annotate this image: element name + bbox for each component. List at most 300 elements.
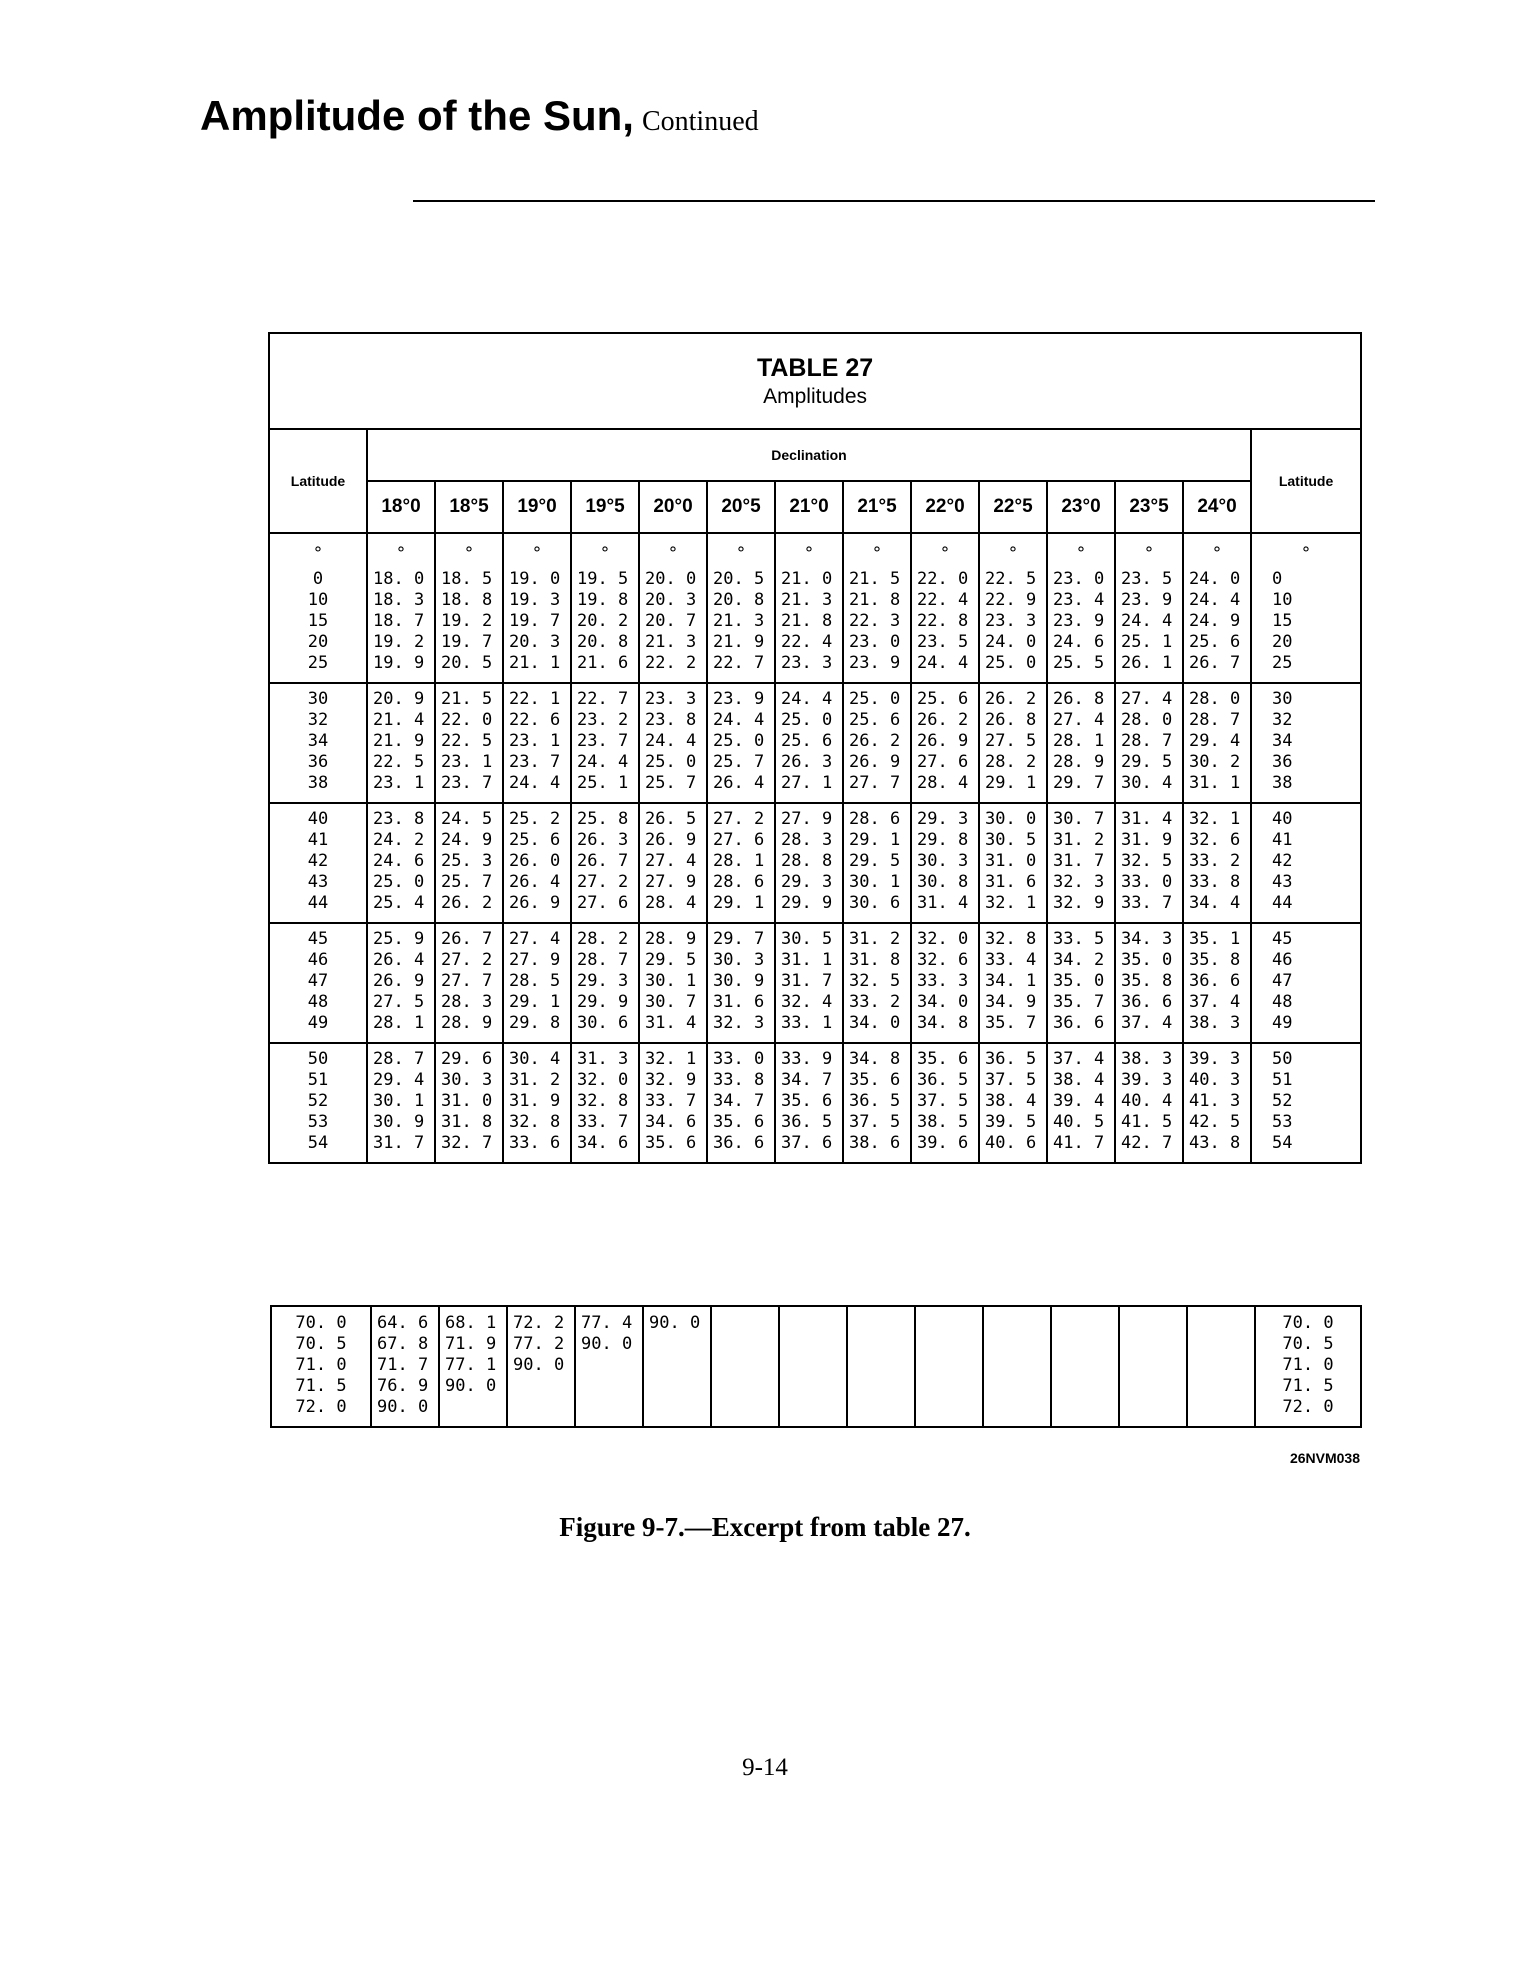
amplitude-cell: 33. 7 xyxy=(1115,893,1183,923)
amplitude-cell: 29. 8 xyxy=(911,830,979,851)
amplitude-cell: 37. 5 xyxy=(843,1112,911,1133)
amplitude-cell: 25. 0 xyxy=(707,731,775,752)
amplitude-cell: 32. 4 xyxy=(775,992,843,1013)
amplitude-cell: 26. 2 xyxy=(979,683,1047,710)
amplitude-cell: 25. 7 xyxy=(707,752,775,773)
amplitude-cell xyxy=(711,1355,779,1376)
amplitude-cell: 20. 5 xyxy=(707,564,775,590)
amplitude-cell: 22. 4 xyxy=(911,590,979,611)
amplitude-cell: 31. 6 xyxy=(707,992,775,1013)
latitude-cell: 20 xyxy=(269,632,367,653)
degree-symbol: ° xyxy=(1251,533,1361,564)
figure-code: 26NVM038 xyxy=(1289,1450,1360,1466)
amplitude-cell xyxy=(1187,1397,1255,1427)
amplitude-cell: 28. 2 xyxy=(979,752,1047,773)
amplitude-cell: 30. 6 xyxy=(843,893,911,923)
amplitude-cell: 27. 6 xyxy=(571,893,639,923)
excerpt-table xyxy=(270,1305,1362,1428)
amplitude-cell: 36. 5 xyxy=(979,1043,1047,1070)
declination-column-header: 24°0 xyxy=(1183,481,1251,533)
amplitude-cell: 29. 5 xyxy=(843,851,911,872)
degree-symbol: ° xyxy=(979,533,1047,564)
table-row xyxy=(269,1013,1361,1043)
amplitude-cell xyxy=(779,1334,847,1355)
amplitude-cell: 32. 9 xyxy=(639,1070,707,1091)
page-title-continued: Continued xyxy=(641,106,759,137)
amplitude-cell: 26. 9 xyxy=(503,893,571,923)
declination-column-header: 21°5 xyxy=(843,481,911,533)
amplitude-cell: 23. 3 xyxy=(979,611,1047,632)
amplitude-cell: 25. 0 xyxy=(979,653,1047,683)
amplitude-cell: 40. 4 xyxy=(1115,1091,1183,1112)
amplitude-cell: 22. 0 xyxy=(435,710,503,731)
amplitude-cell: 29. 1 xyxy=(707,893,775,923)
latitude-cell: 42 xyxy=(269,851,367,872)
amplitude-cell: 31. 7 xyxy=(775,971,843,992)
amplitude-cell: 34. 7 xyxy=(707,1091,775,1112)
amplitude-cell: 34. 4 xyxy=(1183,893,1251,923)
amplitude-cell xyxy=(779,1376,847,1397)
amplitude-cell: 26. 4 xyxy=(503,872,571,893)
latitude-cell: 53 xyxy=(1251,1112,1361,1133)
amplitude-cell xyxy=(575,1355,643,1376)
amplitude-cell: 28. 3 xyxy=(775,830,843,851)
latitude-cell: 34 xyxy=(1251,731,1361,752)
amplitude-cell: 29. 9 xyxy=(571,992,639,1013)
table-row xyxy=(271,1355,1361,1376)
page-number: 9-14 xyxy=(742,1754,788,1781)
latitude-cell: 72. 0 xyxy=(1255,1397,1361,1427)
latitude-cell: 71. 0 xyxy=(1255,1355,1361,1376)
table-row xyxy=(269,851,1361,872)
amplitude-cell: 28. 7 xyxy=(571,950,639,971)
amplitude-cell: 32. 3 xyxy=(1047,872,1115,893)
amplitude-cell: 27. 4 xyxy=(1047,710,1115,731)
amplitude-cell: 25. 1 xyxy=(1115,632,1183,653)
amplitude-cell: 23. 7 xyxy=(571,731,639,752)
declination-header: Declination xyxy=(367,429,1251,481)
latitude-cell: 47 xyxy=(269,971,367,992)
declination-column-header: 22°0 xyxy=(911,481,979,533)
amplitude-cell xyxy=(643,1397,711,1427)
table-row xyxy=(269,950,1361,971)
amplitude-cell: 28. 6 xyxy=(707,872,775,893)
amplitude-cell: 27. 5 xyxy=(979,731,1047,752)
amplitude-cell: 32. 0 xyxy=(911,923,979,950)
degree-symbol: ° xyxy=(503,533,571,564)
degree-symbol: ° xyxy=(571,533,639,564)
amplitude-cell: 67. 8 xyxy=(371,1334,439,1355)
amplitude-cell xyxy=(779,1397,847,1427)
amplitude-cell: 26. 7 xyxy=(435,923,503,950)
table-row xyxy=(269,1133,1361,1163)
amplitude-cell: 38. 4 xyxy=(1047,1070,1115,1091)
amplitude-cell: 21. 5 xyxy=(435,683,503,710)
amplitude-cell: 24. 4 xyxy=(503,773,571,803)
amplitude-cell: 26. 3 xyxy=(571,830,639,851)
amplitude-cell: 31. 7 xyxy=(367,1133,435,1163)
amplitude-cell: 35. 7 xyxy=(979,1013,1047,1043)
amplitude-cell: 23. 7 xyxy=(503,752,571,773)
latitude-cell: 43 xyxy=(269,872,367,893)
amplitude-cell: 33. 2 xyxy=(843,992,911,1013)
amplitude-cell: 24. 6 xyxy=(367,851,435,872)
amplitude-cell: 20. 8 xyxy=(707,590,775,611)
latitude-cell: 0 xyxy=(1251,564,1361,590)
amplitude-cell: 37. 5 xyxy=(911,1091,979,1112)
degree-symbol: ° xyxy=(843,533,911,564)
amplitude-cell: 25. 0 xyxy=(775,710,843,731)
amplitude-cell: 21. 8 xyxy=(775,611,843,632)
amplitude-cell: 24. 9 xyxy=(435,830,503,851)
amplitude-cell: 25. 0 xyxy=(843,683,911,710)
amplitude-cell: 22. 0 xyxy=(911,564,979,590)
table-row xyxy=(269,683,1361,710)
amplitude-cell: 26. 9 xyxy=(843,752,911,773)
amplitude-cell: 28. 5 xyxy=(503,971,571,992)
amplitude-cell xyxy=(575,1376,643,1397)
amplitude-cell: 28. 3 xyxy=(435,992,503,1013)
amplitude-cell: 24. 4 xyxy=(707,710,775,731)
amplitude-cell: 23. 0 xyxy=(843,632,911,653)
excerpt-table-wrap xyxy=(270,1305,1360,1428)
latitude-cell: 0 xyxy=(269,564,367,590)
amplitude-cell: 21. 3 xyxy=(707,611,775,632)
amplitude-cell: 32. 6 xyxy=(1183,830,1251,851)
amplitude-cell: 25. 3 xyxy=(435,851,503,872)
amplitude-cell: 30. 1 xyxy=(367,1091,435,1112)
amplitude-cell xyxy=(1051,1355,1119,1376)
amplitude-cell: 22. 5 xyxy=(979,564,1047,590)
amplitude-cell: 28. 4 xyxy=(911,773,979,803)
declination-columns-row xyxy=(269,481,1361,533)
table-row xyxy=(269,773,1361,803)
amplitude-cell: 33. 9 xyxy=(775,1043,843,1070)
amplitude-cell xyxy=(711,1397,779,1427)
amplitude-cell: 22. 5 xyxy=(367,752,435,773)
amplitude-cell: 39. 6 xyxy=(911,1133,979,1163)
amplitude-cell: 37. 4 xyxy=(1115,1013,1183,1043)
amplitude-cell: 31. 1 xyxy=(775,950,843,971)
table-body xyxy=(269,533,1361,1163)
amplitude-cell: 27. 4 xyxy=(1115,683,1183,710)
declination-column-header: 21°0 xyxy=(775,481,843,533)
amplitude-cell: 29. 5 xyxy=(639,950,707,971)
latitude-cell: 51 xyxy=(269,1070,367,1091)
latitude-cell: 71. 5 xyxy=(1255,1376,1361,1397)
amplitude-cell xyxy=(507,1397,575,1427)
amplitude-cell: 31. 8 xyxy=(843,950,911,971)
amplitude-cell: 30. 4 xyxy=(1115,773,1183,803)
amplitude-cell: 90. 0 xyxy=(643,1306,711,1334)
amplitude-cell: 21. 5 xyxy=(843,564,911,590)
amplitude-cell: 23. 9 xyxy=(1047,611,1115,632)
amplitude-cell xyxy=(847,1376,915,1397)
amplitude-cell: 26. 4 xyxy=(367,950,435,971)
amplitude-cell: 37. 4 xyxy=(1047,1043,1115,1070)
amplitude-cell: 23. 1 xyxy=(503,731,571,752)
latitude-cell: 45 xyxy=(269,923,367,950)
latitude-cell: 42 xyxy=(1251,851,1361,872)
latitude-cell: 52 xyxy=(269,1091,367,1112)
amplitude-table xyxy=(268,332,1362,1164)
latitude-cell: 41 xyxy=(1251,830,1361,851)
degree-symbol: ° xyxy=(639,533,707,564)
amplitude-cell: 27. 5 xyxy=(367,992,435,1013)
amplitude-cell: 30. 5 xyxy=(775,923,843,950)
amplitude-cell: 19. 2 xyxy=(367,632,435,653)
amplitude-cell: 20. 8 xyxy=(571,632,639,653)
amplitude-cell: 32. 6 xyxy=(911,950,979,971)
amplitude-cell: 20. 3 xyxy=(503,632,571,653)
amplitude-cell: 71. 7 xyxy=(371,1355,439,1376)
amplitude-table-wrap xyxy=(268,332,1360,1164)
amplitude-cell: 23. 3 xyxy=(639,683,707,710)
amplitude-cell: 34. 0 xyxy=(911,992,979,1013)
amplitude-cell: 39. 3 xyxy=(1183,1043,1251,1070)
table-row xyxy=(271,1334,1361,1355)
amplitude-cell: 32. 9 xyxy=(1047,893,1115,923)
amplitude-cell xyxy=(847,1306,915,1334)
degree-symbol: ° xyxy=(269,533,367,564)
amplitude-cell: 29. 4 xyxy=(367,1070,435,1091)
table-caption xyxy=(269,333,1361,429)
degree-symbol: ° xyxy=(367,533,435,564)
table-row xyxy=(269,872,1361,893)
table-row xyxy=(269,1091,1361,1112)
table-row xyxy=(269,830,1361,851)
amplitude-cell: 26. 5 xyxy=(639,803,707,830)
amplitude-cell: 19. 9 xyxy=(367,653,435,683)
amplitude-cell: 35. 6 xyxy=(775,1091,843,1112)
amplitude-cell: 64. 6 xyxy=(371,1306,439,1334)
amplitude-cell: 38. 6 xyxy=(843,1133,911,1163)
amplitude-cell: 29. 3 xyxy=(571,971,639,992)
amplitude-cell: 21. 3 xyxy=(639,632,707,653)
amplitude-cell: 28. 7 xyxy=(1115,731,1183,752)
amplitude-cell: 28. 1 xyxy=(367,1013,435,1043)
amplitude-cell: 28. 9 xyxy=(435,1013,503,1043)
latitude-cell: 34 xyxy=(269,731,367,752)
amplitude-cell: 30. 8 xyxy=(911,872,979,893)
amplitude-cell: 32. 5 xyxy=(1115,851,1183,872)
amplitude-cell: 24. 4 xyxy=(1183,590,1251,611)
amplitude-cell: 21. 0 xyxy=(775,564,843,590)
latitude-header-right: Latitude xyxy=(1251,429,1361,533)
amplitude-cell: 39. 4 xyxy=(1047,1091,1115,1112)
amplitude-cell: 30. 4 xyxy=(503,1043,571,1070)
amplitude-cell: 23. 8 xyxy=(639,710,707,731)
amplitude-cell: 34. 8 xyxy=(843,1043,911,1070)
amplitude-cell: 20. 2 xyxy=(571,611,639,632)
latitude-cell: 50 xyxy=(1251,1043,1361,1070)
amplitude-cell: 18. 5 xyxy=(435,564,503,590)
amplitude-cell xyxy=(983,1306,1051,1334)
amplitude-cell: 29. 7 xyxy=(1047,773,1115,803)
amplitude-cell: 32. 1 xyxy=(1183,803,1251,830)
amplitude-cell: 35. 7 xyxy=(1047,992,1115,1013)
table-row xyxy=(269,710,1361,731)
amplitude-cell: 26. 9 xyxy=(911,731,979,752)
amplitude-cell: 26. 9 xyxy=(639,830,707,851)
amplitude-cell: 36. 6 xyxy=(1115,992,1183,1013)
amplitude-cell xyxy=(983,1376,1051,1397)
degree-symbol: ° xyxy=(1115,533,1183,564)
amplitude-cell xyxy=(1119,1397,1187,1427)
amplitude-cell: 29. 9 xyxy=(775,893,843,923)
declination-column-header: 20°0 xyxy=(639,481,707,533)
amplitude-cell: 34. 9 xyxy=(979,992,1047,1013)
amplitude-cell: 33. 7 xyxy=(639,1091,707,1112)
amplitude-cell: 25. 2 xyxy=(503,803,571,830)
amplitude-cell: 33. 6 xyxy=(503,1133,571,1163)
amplitude-cell: 24. 9 xyxy=(1183,611,1251,632)
amplitude-cell: 24. 5 xyxy=(435,803,503,830)
amplitude-cell: 33. 8 xyxy=(1183,872,1251,893)
table-row xyxy=(269,611,1361,632)
amplitude-cell xyxy=(915,1306,983,1334)
degree-symbol-row xyxy=(269,533,1361,564)
amplitude-cell: 33. 5 xyxy=(1047,923,1115,950)
amplitude-cell: 27. 2 xyxy=(707,803,775,830)
amplitude-cell xyxy=(779,1355,847,1376)
amplitude-cell: 21. 8 xyxy=(843,590,911,611)
latitude-cell: 41 xyxy=(269,830,367,851)
degree-symbol: ° xyxy=(1183,533,1251,564)
amplitude-cell xyxy=(847,1355,915,1376)
amplitude-cell: 33. 4 xyxy=(979,950,1047,971)
latitude-cell: 48 xyxy=(1251,992,1361,1013)
table-row xyxy=(269,992,1361,1013)
amplitude-cell: 28. 1 xyxy=(707,851,775,872)
latitude-cell: 51 xyxy=(1251,1070,1361,1091)
figure-caption: Figure 9-7.—Excerpt from table 27. xyxy=(559,1512,971,1542)
amplitude-cell: 30. 0 xyxy=(979,803,1047,830)
amplitude-cell: 20. 9 xyxy=(367,683,435,710)
amplitude-cell: 24. 4 xyxy=(1115,611,1183,632)
amplitude-cell: 33. 2 xyxy=(1183,851,1251,872)
amplitude-cell xyxy=(507,1376,575,1397)
amplitude-cell xyxy=(643,1334,711,1355)
table-row xyxy=(269,731,1361,752)
amplitude-cell: 26. 1 xyxy=(1115,653,1183,683)
latitude-cell: 15 xyxy=(1251,611,1361,632)
amplitude-cell: 37. 6 xyxy=(775,1133,843,1163)
amplitude-cell: 30. 5 xyxy=(979,830,1047,851)
amplitude-cell: 21. 9 xyxy=(707,632,775,653)
amplitude-cell: 33. 0 xyxy=(707,1043,775,1070)
amplitude-cell: 22. 8 xyxy=(911,611,979,632)
latitude-cell: 32 xyxy=(269,710,367,731)
latitude-cell: 36 xyxy=(269,752,367,773)
declination-column-header: 19°0 xyxy=(503,481,571,533)
amplitude-cell xyxy=(1051,1397,1119,1427)
amplitude-cell: 24. 6 xyxy=(1047,632,1115,653)
amplitude-cell: 28. 7 xyxy=(1183,710,1251,731)
latitude-cell: 72. 0 xyxy=(271,1397,371,1427)
amplitude-cell: 35. 6 xyxy=(639,1133,707,1163)
declination-column-header: 20°5 xyxy=(707,481,775,533)
table-row xyxy=(269,1112,1361,1133)
amplitude-cell: 35. 8 xyxy=(1183,950,1251,971)
amplitude-cell: 27. 9 xyxy=(503,950,571,971)
amplitude-cell: 31. 2 xyxy=(843,923,911,950)
amplitude-cell: 32. 0 xyxy=(571,1070,639,1091)
amplitude-cell: 30. 6 xyxy=(571,1013,639,1043)
amplitude-cell: 35. 6 xyxy=(707,1112,775,1133)
amplitude-cell xyxy=(1119,1376,1187,1397)
amplitude-cell: 26. 8 xyxy=(979,710,1047,731)
latitude-cell: 36 xyxy=(1251,752,1361,773)
amplitude-cell: 31. 2 xyxy=(1047,830,1115,851)
amplitude-cell: 31. 0 xyxy=(979,851,1047,872)
declination-header-row xyxy=(269,429,1361,481)
amplitude-cell: 26. 2 xyxy=(911,710,979,731)
excerpt-table-body xyxy=(271,1306,1361,1427)
amplitude-cell: 31. 0 xyxy=(435,1091,503,1112)
amplitude-cell: 39. 5 xyxy=(979,1112,1047,1133)
amplitude-cell: 25. 6 xyxy=(911,683,979,710)
amplitude-cell: 18. 8 xyxy=(435,590,503,611)
amplitude-cell xyxy=(847,1397,915,1427)
amplitude-cell xyxy=(1119,1355,1187,1376)
amplitude-cell xyxy=(983,1397,1051,1427)
amplitude-cell: 38. 3 xyxy=(1183,1013,1251,1043)
amplitude-cell: 23. 9 xyxy=(843,653,911,683)
amplitude-cell: 31. 9 xyxy=(1115,830,1183,851)
amplitude-cell xyxy=(711,1376,779,1397)
latitude-cell: 40 xyxy=(269,803,367,830)
degree-symbol: ° xyxy=(911,533,979,564)
latitude-cell: 50 xyxy=(269,1043,367,1070)
amplitude-cell xyxy=(983,1334,1051,1355)
amplitude-cell: 30. 7 xyxy=(1047,803,1115,830)
header-rule xyxy=(413,200,1375,202)
amplitude-cell: 36. 6 xyxy=(1047,1013,1115,1043)
amplitude-cell: 76. 9 xyxy=(371,1376,439,1397)
amplitude-cell: 34. 6 xyxy=(639,1112,707,1133)
latitude-cell: 15 xyxy=(269,611,367,632)
amplitude-cell: 72. 2 xyxy=(507,1306,575,1334)
latitude-cell: 44 xyxy=(1251,893,1361,923)
table-row xyxy=(269,752,1361,773)
amplitude-cell: 42. 5 xyxy=(1183,1112,1251,1133)
latitude-cell: 70. 5 xyxy=(1255,1334,1361,1355)
amplitude-cell: 27. 7 xyxy=(435,971,503,992)
amplitude-cell: 32. 1 xyxy=(979,893,1047,923)
amplitude-cell: 34. 0 xyxy=(843,1013,911,1043)
amplitude-cell: 42. 7 xyxy=(1115,1133,1183,1163)
amplitude-cell: 35. 6 xyxy=(843,1070,911,1091)
latitude-cell: 38 xyxy=(1251,773,1361,803)
amplitude-cell: 20. 7 xyxy=(639,611,707,632)
amplitude-cell: 21. 4 xyxy=(367,710,435,731)
latitude-cell: 46 xyxy=(269,950,367,971)
declination-column-header: 18°5 xyxy=(435,481,503,533)
amplitude-cell: 25. 6 xyxy=(1183,632,1251,653)
amplitude-cell: 41. 3 xyxy=(1183,1091,1251,1112)
declination-column-header: 23°5 xyxy=(1115,481,1183,533)
amplitude-cell: 90. 0 xyxy=(507,1355,575,1376)
latitude-cell: 54 xyxy=(1251,1133,1361,1163)
amplitude-cell: 23. 7 xyxy=(435,773,503,803)
amplitude-cell: 27. 1 xyxy=(775,773,843,803)
table-row xyxy=(271,1397,1361,1427)
amplitude-cell: 22. 2 xyxy=(639,653,707,683)
amplitude-cell: 19. 7 xyxy=(435,632,503,653)
amplitude-cell: 28. 0 xyxy=(1183,683,1251,710)
latitude-cell: 53 xyxy=(269,1112,367,1133)
